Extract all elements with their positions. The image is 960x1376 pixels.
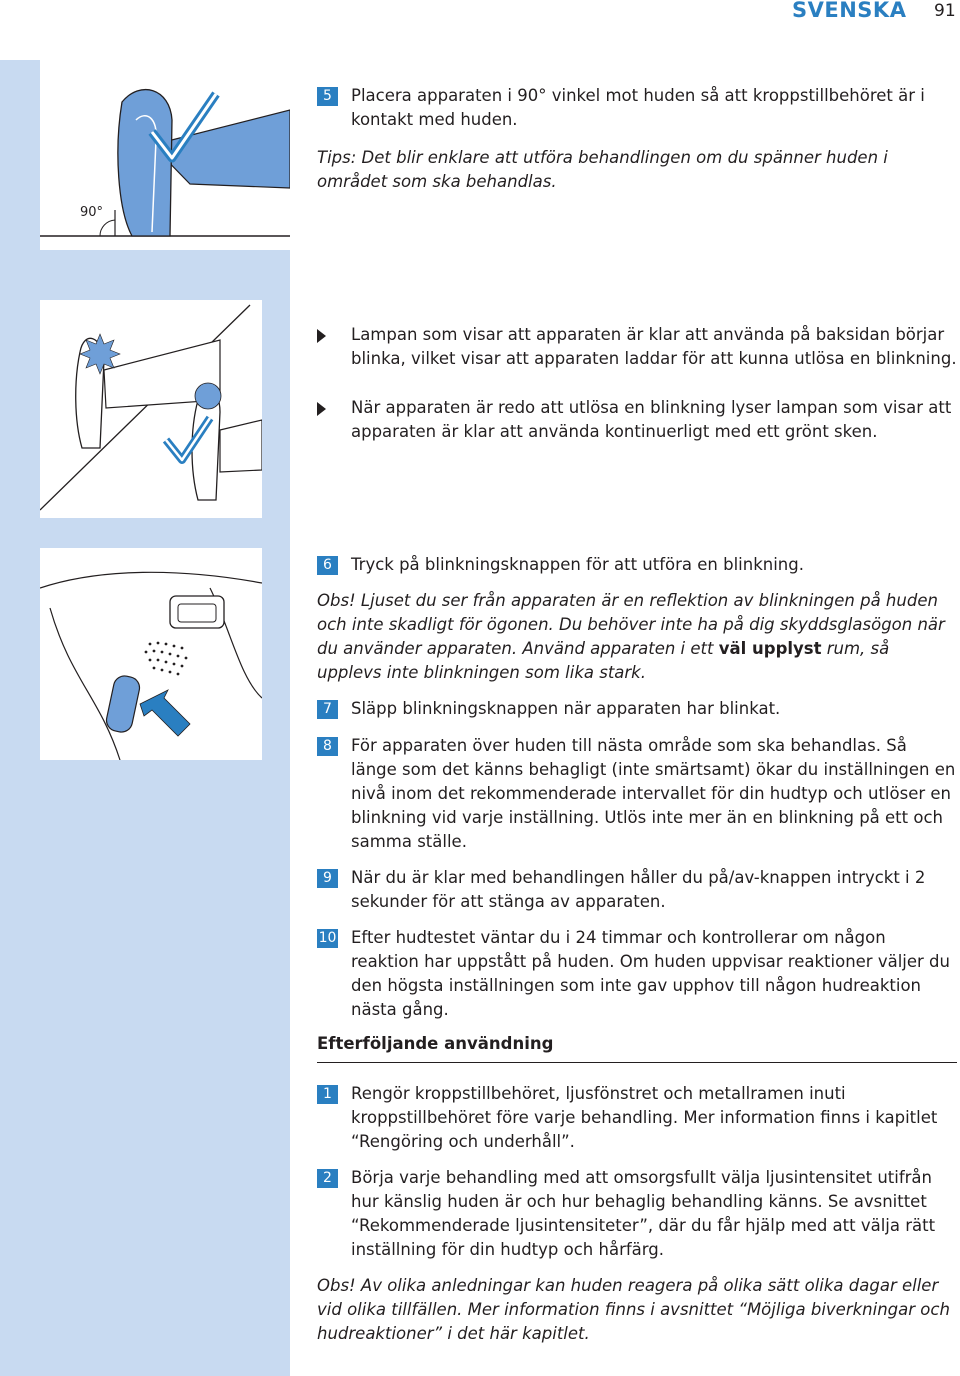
step-number: 9 (317, 869, 338, 888)
figure-flash-button (40, 548, 262, 760)
step-number: 10 (318, 930, 337, 946)
arrow-icon (140, 690, 190, 736)
step-number: 7 (317, 700, 338, 719)
step-number: 1 (317, 1085, 338, 1104)
step-text: När du är klar med behandlingen håller du på/av-knappen intryckt i 2 sekunder för att stänga av apparaten. (351, 868, 926, 911)
step-5 (317, 84, 957, 132)
step-9 (317, 866, 957, 914)
step-10 (317, 926, 957, 1022)
note-part: Obs! Ljuset du ser från apparaten är en reflektion av blinkningen på huden och inte skadligt för ögonen. Du behöver inte ha på dig skyddsglasögon när du använder apparaten. Använd apparaten i ett (317, 591, 945, 658)
step-text: Rengör kroppstillbehöret, ljusfönstret och metallramen inuti kroppstillbehöret före varje behandling. Mer information finns i kapitlet “Rengöring och underhåll”. (351, 1084, 938, 1151)
step-number: 5 (317, 87, 338, 106)
step-number: 6 (317, 556, 338, 575)
bullet-text: När apparaten är redo att utlösa en blinkning lyser lampan som visar att apparaten är klar att använda kontinuerligt med ett grönt sken. (351, 398, 952, 441)
note-text (317, 589, 957, 685)
flash-button-icon (104, 674, 141, 734)
step-text: Släpp blinkningsknappen när apparaten har blinkat. (351, 699, 781, 718)
figure-lamp (40, 300, 262, 518)
note-text: Obs! Av olika anledningar kan huden reagera på olika sätt olika dagar eller vid olika tillfällen. Mer information finns i avsnittet “Möjliga biverkningar och hudreaktioner” i det här kapitlet. (317, 1276, 950, 1343)
flash-burst-icon (80, 334, 120, 374)
figure-90-degree (40, 60, 290, 250)
step-number: 2 (317, 1169, 338, 1188)
bullet-icon (317, 329, 326, 343)
step-text: Tryck på blinkningsknappen för att utföra en blinkning. (351, 555, 804, 574)
bullet-item (317, 323, 957, 371)
step-8 (317, 734, 957, 854)
step-1 (317, 1082, 957, 1154)
bullet-item (317, 396, 957, 444)
step-text: Placera apparaten i 90° vinkel mot huden så att kroppstillbehöret är i kontakt med huden. (351, 86, 925, 129)
tip-text: Tips: Det blir enklare att utföra behandlingen om du spänner huden i området som ska behandlas. (317, 148, 888, 191)
bullet-text: Lampan som visar att apparaten är klar att använda på baksidan börjar blinka, vilket visar att apparaten laddar för att kunna utlösa en blinkning. (351, 325, 957, 368)
note-bold: väl upplyst (718, 639, 822, 658)
page-header (0, 0, 960, 40)
language-label: SVENSKA (792, 0, 907, 22)
ready-lamp-icon (195, 383, 221, 409)
section-heading: Efterföljande användning (317, 1032, 957, 1063)
speaker-grille-icon (145, 642, 188, 676)
page-number: 91 (934, 1, 956, 21)
step-2 (317, 1166, 957, 1262)
angle-label: 90° (80, 205, 104, 220)
step-number: 8 (317, 737, 338, 756)
step-text: Börja varje behandling med att omsorgsfullt välja ljusintensitet utifrån hur känslig huden är och hur behaglig behandling känns. Se avsnittet “Rekommenderade ljusintensiteter”, där du får hjälp med att välja rätt inställning för din hudtyp och hårfärg. (351, 1168, 936, 1259)
note-part: rum, så upplevs inte blinkningen som lika stark. (317, 639, 890, 682)
step-7 (317, 697, 957, 721)
step-text: För apparaten över huden till nästa område som ska behandlas. Så länge som det känns behagligt (inte smärtsamt) ökar du inställningen en nivå inom det rekommenderade intervallet för din hudtyp och utlöser en blinkning vid varje inställning. Utlös inte mer än en blinkning på ett och samma ställe. (351, 736, 956, 851)
step-text: Efter hudtestet väntar du i 24 timmar och kontrollerar om någon reaktion har uppstått på huden. Om huden uppvisar reaktioner väljer du den högsta inställningen som inte gav upphov till någon hudreaktion nästa gång. (351, 928, 950, 1019)
step-6 (317, 553, 957, 577)
bullet-icon (317, 402, 326, 416)
